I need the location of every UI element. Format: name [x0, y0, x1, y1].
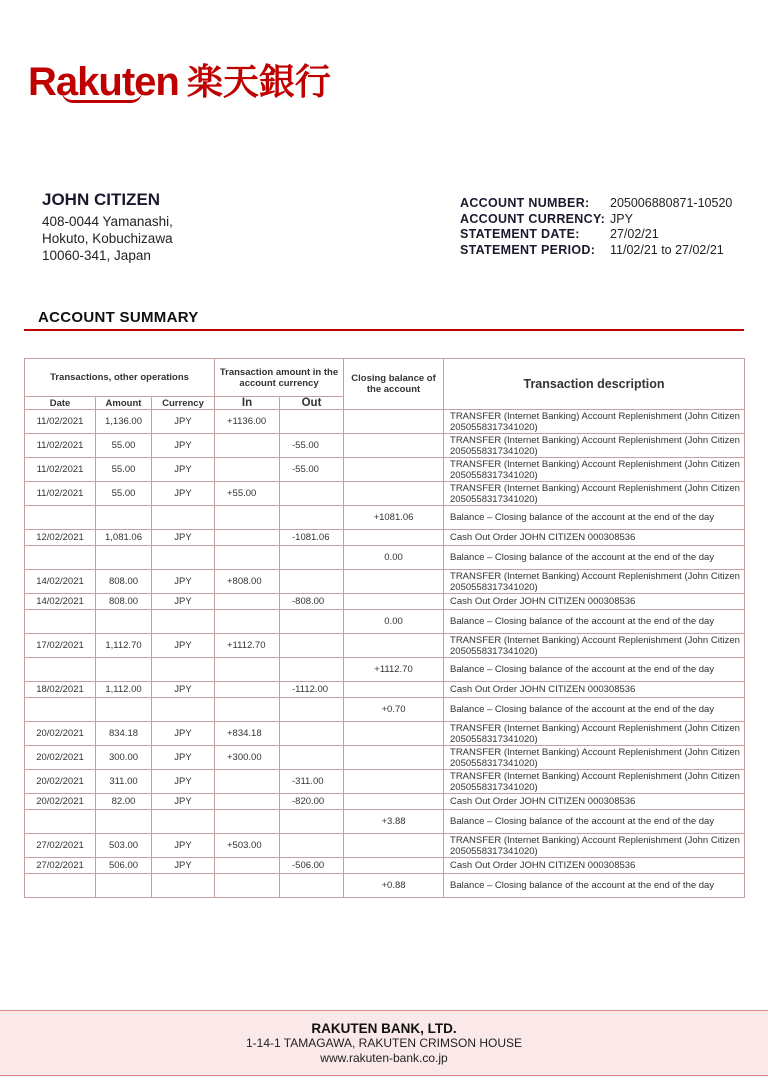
cell-currency: JPY: [152, 746, 215, 770]
cell-description: Cash Out Order JOHN CITIZEN 000308536: [444, 530, 745, 546]
table-row: [25, 746, 745, 770]
cell-in: +1136.00: [215, 410, 280, 434]
cell-currency: JPY: [152, 858, 215, 874]
cell-out: -1081.06: [280, 530, 344, 546]
cell-currency: JPY: [152, 482, 215, 506]
cell-amount: 311.00: [96, 770, 152, 794]
cell-description: TRANSFER (Internet Banking) Account Replenishment (John Citizen 2050558317341020): [444, 458, 745, 482]
cell-out: -311.00: [280, 770, 344, 794]
header-out: Out: [280, 397, 344, 410]
cell-in: [215, 770, 280, 794]
cell-out: [280, 482, 344, 506]
statement-period-label: STATEMENT PERIOD:: [460, 242, 596, 257]
table-row: [25, 594, 745, 610]
cell-out: [280, 746, 344, 770]
cell-currency: JPY: [152, 570, 215, 594]
cell-balance: +0.70: [344, 698, 444, 722]
cell-description: Balance – Closing balance of the account at the end of the day: [444, 810, 745, 834]
cell-currency: JPY: [152, 682, 215, 698]
cell-out: [280, 410, 344, 434]
cell-balance: [344, 722, 444, 746]
cell-amount: 834.18: [96, 722, 152, 746]
cell-date: [25, 506, 96, 530]
cell-description: TRANSFER (Internet Banking) Account Replenishment (John Citizen 2050558317341020): [444, 770, 745, 794]
account-details: [460, 196, 732, 258]
cell-currency: JPY: [152, 634, 215, 658]
cell-out: [280, 658, 344, 682]
cell-balance: [344, 434, 444, 458]
cell-currency: JPY: [152, 834, 215, 858]
cell-date: [25, 610, 96, 634]
transactions-table: [24, 358, 745, 898]
table-row: [25, 794, 745, 810]
cell-currency: [152, 810, 215, 834]
cell-description: TRANSFER (Internet Banking) Account Replenishment (John Citizen 2050558317341020): [444, 410, 745, 434]
section-divider: [24, 329, 744, 331]
cell-in: [215, 594, 280, 610]
header-currency: Currency: [152, 397, 215, 410]
cell-amount: 1,112.00: [96, 682, 152, 698]
cell-currency: JPY: [152, 594, 215, 610]
cell-amount: 300.00: [96, 746, 152, 770]
cell-date: 20/02/2021: [25, 746, 96, 770]
cell-date: 12/02/2021: [25, 530, 96, 546]
cell-description: Cash Out Order JOHN CITIZEN 000308536: [444, 858, 745, 874]
cell-date: 27/02/2021: [25, 858, 96, 874]
cell-out: -55.00: [280, 458, 344, 482]
table-row: [25, 682, 745, 698]
cell-out: -1112.00: [280, 682, 344, 698]
holder-address-line-1: 408-0044 Yamanashi,: [42, 214, 173, 229]
cell-amount: [96, 610, 152, 634]
cell-date: 11/02/2021: [25, 434, 96, 458]
table-row: [25, 858, 745, 874]
cell-currency: JPY: [152, 770, 215, 794]
cell-description: TRANSFER (Internet Banking) Account Replenishment (John Citizen 2050558317341020): [444, 482, 745, 506]
cell-description: TRANSFER (Internet Banking) Account Replenishment (John Citizen 2050558317341020): [444, 746, 745, 770]
header-description: Transaction description: [444, 359, 745, 410]
cell-description: TRANSFER (Internet Banking) Account Replenishment (John Citizen 2050558317341020): [444, 722, 745, 746]
table-row: [25, 570, 745, 594]
cell-in: +300.00: [215, 746, 280, 770]
cell-description: Cash Out Order JOHN CITIZEN 000308536: [444, 794, 745, 810]
cell-amount: [96, 658, 152, 682]
cell-amount: 503.00: [96, 834, 152, 858]
cell-date: 20/02/2021: [25, 770, 96, 794]
cell-currency: [152, 610, 215, 634]
footer-address: 1-14-1 TAMAGAWA, RAKUTEN CRIMSON HOUSE: [245, 1036, 523, 1050]
cell-in: +55.00: [215, 482, 280, 506]
cell-balance: +0.88: [344, 874, 444, 898]
cell-date: [25, 546, 96, 570]
cell-out: -506.00: [280, 858, 344, 874]
cell-description: TRANSFER (Internet Banking) Account Replenishment (John Citizen 2050558317341020): [444, 834, 745, 858]
holder-address-line-3: 10060-341, Japan: [42, 248, 151, 263]
cell-out: [280, 546, 344, 570]
cell-date: 20/02/2021: [25, 722, 96, 746]
cell-amount: [96, 874, 152, 898]
cell-amount: 1,081.06: [96, 530, 152, 546]
statement-period-row: [460, 243, 732, 259]
cell-balance: 0.00: [344, 610, 444, 634]
cell-out: [280, 570, 344, 594]
cell-description: Balance – Closing balance of the account at the end of the day: [444, 546, 745, 570]
cell-amount: 55.00: [96, 482, 152, 506]
cell-date: 11/02/2021: [25, 482, 96, 506]
cell-currency: [152, 506, 215, 530]
cell-currency: JPY: [152, 794, 215, 810]
cell-out: [280, 698, 344, 722]
footer-bank-name: RAKUTEN BANK, LTD.: [311, 1021, 457, 1036]
cell-in: +503.00: [215, 834, 280, 858]
cell-in: [215, 434, 280, 458]
table-row: [25, 770, 745, 794]
account-number-row: [460, 196, 732, 212]
cell-amount: 82.00: [96, 794, 152, 810]
cell-balance: [344, 482, 444, 506]
logo-swoosh: [62, 92, 142, 103]
balance-row: [25, 658, 745, 682]
cell-out: [280, 810, 344, 834]
cell-date: 18/02/2021: [25, 682, 96, 698]
cell-out: -820.00: [280, 794, 344, 810]
cell-description: Cash Out Order JOHN CITIZEN 000308536: [444, 594, 745, 610]
cell-description: Balance – Closing balance of the account at the end of the day: [444, 874, 745, 898]
header-transactions: Transactions, other operations: [25, 359, 215, 397]
cell-out: -808.00: [280, 594, 344, 610]
cell-description: TRANSFER (Internet Banking) Account Replenishment (John Citizen 2050558317341020): [444, 634, 745, 658]
cell-amount: [96, 698, 152, 722]
cell-date: 17/02/2021: [25, 634, 96, 658]
cell-in: [215, 610, 280, 634]
cell-description: Cash Out Order JOHN CITIZEN 000308536: [444, 682, 745, 698]
cell-description: Balance – Closing balance of the account at the end of the day: [444, 658, 745, 682]
account-number-label: ACCOUNT NUMBER:: [460, 196, 590, 210]
balance-row: [25, 546, 745, 570]
statement-period-value: 11/02/21 to 27/02/21: [610, 242, 724, 257]
table-row: [25, 482, 745, 506]
account-currency-value: JPY: [610, 211, 633, 226]
cell-balance: 0.00: [344, 546, 444, 570]
cell-balance: +1081.06: [344, 506, 444, 530]
cell-amount: [96, 506, 152, 530]
cell-amount: 808.00: [96, 594, 152, 610]
cell-in: [215, 458, 280, 482]
logo-latin-text: Rakuten: [28, 60, 179, 104]
balance-row: [25, 610, 745, 634]
cell-balance: [344, 594, 444, 610]
cell-date: [25, 874, 96, 898]
cell-in: +834.18: [215, 722, 280, 746]
cell-out: [280, 506, 344, 530]
cell-amount: 55.00: [96, 458, 152, 482]
holder-name: JOHN CITIZEN: [42, 190, 161, 209]
cell-in: [215, 794, 280, 810]
account-currency-label: ACCOUNT CURRENCY:: [460, 211, 606, 226]
cell-description: Balance – Closing balance of the account at the end of the day: [444, 610, 745, 634]
cell-in: [215, 546, 280, 570]
cell-in: +808.00: [215, 570, 280, 594]
cell-in: [215, 530, 280, 546]
cell-balance: [344, 834, 444, 858]
footer-website: www.rakuten-bank.co.jp: [320, 1051, 448, 1065]
cell-in: [215, 874, 280, 898]
cell-date: 14/02/2021: [25, 570, 96, 594]
holder-address-line-2: Hokuto, Kobuchizawa: [42, 231, 173, 246]
cell-in: [215, 858, 280, 874]
cell-date: [25, 658, 96, 682]
account-currency-row: [460, 212, 732, 228]
header-in: In: [215, 397, 280, 410]
cell-amount: 55.00: [96, 434, 152, 458]
cell-currency: [152, 698, 215, 722]
cell-out: [280, 610, 344, 634]
cell-balance: [344, 794, 444, 810]
account-number-value: 205006880871-10520: [610, 196, 733, 210]
cell-amount: 808.00: [96, 570, 152, 594]
cell-amount: [96, 546, 152, 570]
table-row: [25, 834, 745, 858]
logo-kanji-text: 楽天銀行: [186, 61, 331, 102]
statement-date-value: 27/02/21: [610, 227, 659, 241]
cell-date: 11/02/2021: [25, 410, 96, 434]
bank-logo: [28, 50, 331, 102]
statement-date-row: [460, 227, 732, 243]
account-holder: [42, 190, 173, 264]
cell-description: TRANSFER (Internet Banking) Account Replenishment (John Citizen 2050558317341020): [444, 570, 745, 594]
cell-out: [280, 722, 344, 746]
cell-date: 11/02/2021: [25, 458, 96, 482]
cell-balance: [344, 634, 444, 658]
cell-balance: +1112.70: [344, 658, 444, 682]
cell-date: 14/02/2021: [25, 594, 96, 610]
header-closing-balance: Closing balance of the account: [344, 359, 444, 410]
statement-date-label: STATEMENT DATE:: [460, 227, 580, 241]
cell-date: [25, 810, 96, 834]
cell-balance: [344, 458, 444, 482]
cell-date: 27/02/2021: [25, 834, 96, 858]
balance-row: [25, 506, 745, 530]
cell-balance: [344, 770, 444, 794]
cell-out: [280, 834, 344, 858]
cell-amount: 1,136.00: [96, 410, 152, 434]
cell-date: 20/02/2021: [25, 794, 96, 810]
cell-date: [25, 698, 96, 722]
cell-amount: 1,112.70: [96, 634, 152, 658]
table-row: [25, 530, 745, 546]
cell-in: [215, 506, 280, 530]
cell-in: [215, 810, 280, 834]
footer: [0, 1010, 768, 1076]
cell-balance: [344, 410, 444, 434]
cell-out: [280, 634, 344, 658]
cell-in: [215, 698, 280, 722]
cell-out: [280, 874, 344, 898]
cell-description: TRANSFER (Internet Banking) Account Replenishment (John Citizen 2050558317341020): [444, 434, 745, 458]
cell-description: Balance – Closing balance of the account at the end of the day: [444, 506, 745, 530]
table-row: [25, 634, 745, 658]
cell-balance: [344, 858, 444, 874]
section-title: ACCOUNT SUMMARY: [38, 309, 199, 326]
cell-currency: JPY: [152, 458, 215, 482]
balance-row: [25, 874, 745, 898]
cell-balance: [344, 570, 444, 594]
cell-description: Balance – Closing balance of the account at the end of the day: [444, 698, 745, 722]
balance-row: [25, 698, 745, 722]
cell-balance: +3.88: [344, 810, 444, 834]
cell-in: [215, 658, 280, 682]
balance-row: [25, 810, 745, 834]
cell-balance: [344, 746, 444, 770]
header-amount-in-currency: Transaction amount in the account currency: [215, 359, 344, 397]
cell-in: [215, 682, 280, 698]
table-row: [25, 722, 745, 746]
cell-currency: JPY: [152, 410, 215, 434]
cell-amount: 506.00: [96, 858, 152, 874]
cell-currency: JPY: [152, 530, 215, 546]
table-row: [25, 434, 745, 458]
cell-out: -55.00: [280, 434, 344, 458]
cell-currency: JPY: [152, 722, 215, 746]
cell-amount: [96, 810, 152, 834]
table-row: [25, 458, 745, 482]
cell-in: +1112.70: [215, 634, 280, 658]
transactions-body: [25, 410, 745, 898]
cell-currency: [152, 874, 215, 898]
cell-currency: JPY: [152, 434, 215, 458]
cell-balance: [344, 530, 444, 546]
header-amount: Amount: [96, 397, 152, 410]
cell-currency: [152, 658, 215, 682]
table-row: [25, 410, 745, 434]
cell-currency: [152, 546, 215, 570]
header-date: Date: [25, 397, 96, 410]
cell-balance: [344, 682, 444, 698]
